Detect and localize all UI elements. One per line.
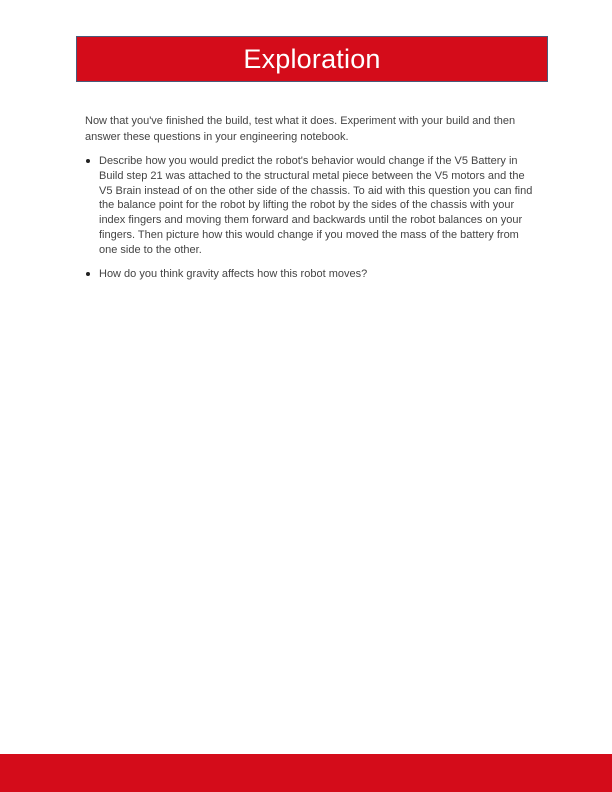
list-item	[85, 267, 535, 282]
page-title: Exploration	[243, 43, 381, 74]
list-item	[85, 154, 535, 258]
question-text: How do you think gravity affects how this robot moves?	[99, 267, 368, 280]
question-text: Describe how you would predict the robot's behavior would change if the V5 Battery in Build step 21 was attached to the structural metal piece between the V5 motors and the V5 Brain instead of on the other side of the chassis. To aid with this question you can find the balance point for the robot by lifting the robot by the sides of the chassis with your index fingers and moving them forward and backwards until the robot balances on your fingers. Then picture how this would change if you moved the mass of the battery from one side to the other.	[99, 155, 533, 256]
title-banner	[76, 36, 548, 82]
footer-bar	[0, 754, 612, 792]
question-list	[85, 154, 535, 290]
bullet-icon	[86, 159, 90, 163]
intro-paragraph: Now that you've finished the build, test what it does. Experiment with your build and then answer these questions in your engineering notebook.	[85, 115, 516, 143]
bullet-icon	[86, 272, 90, 276]
